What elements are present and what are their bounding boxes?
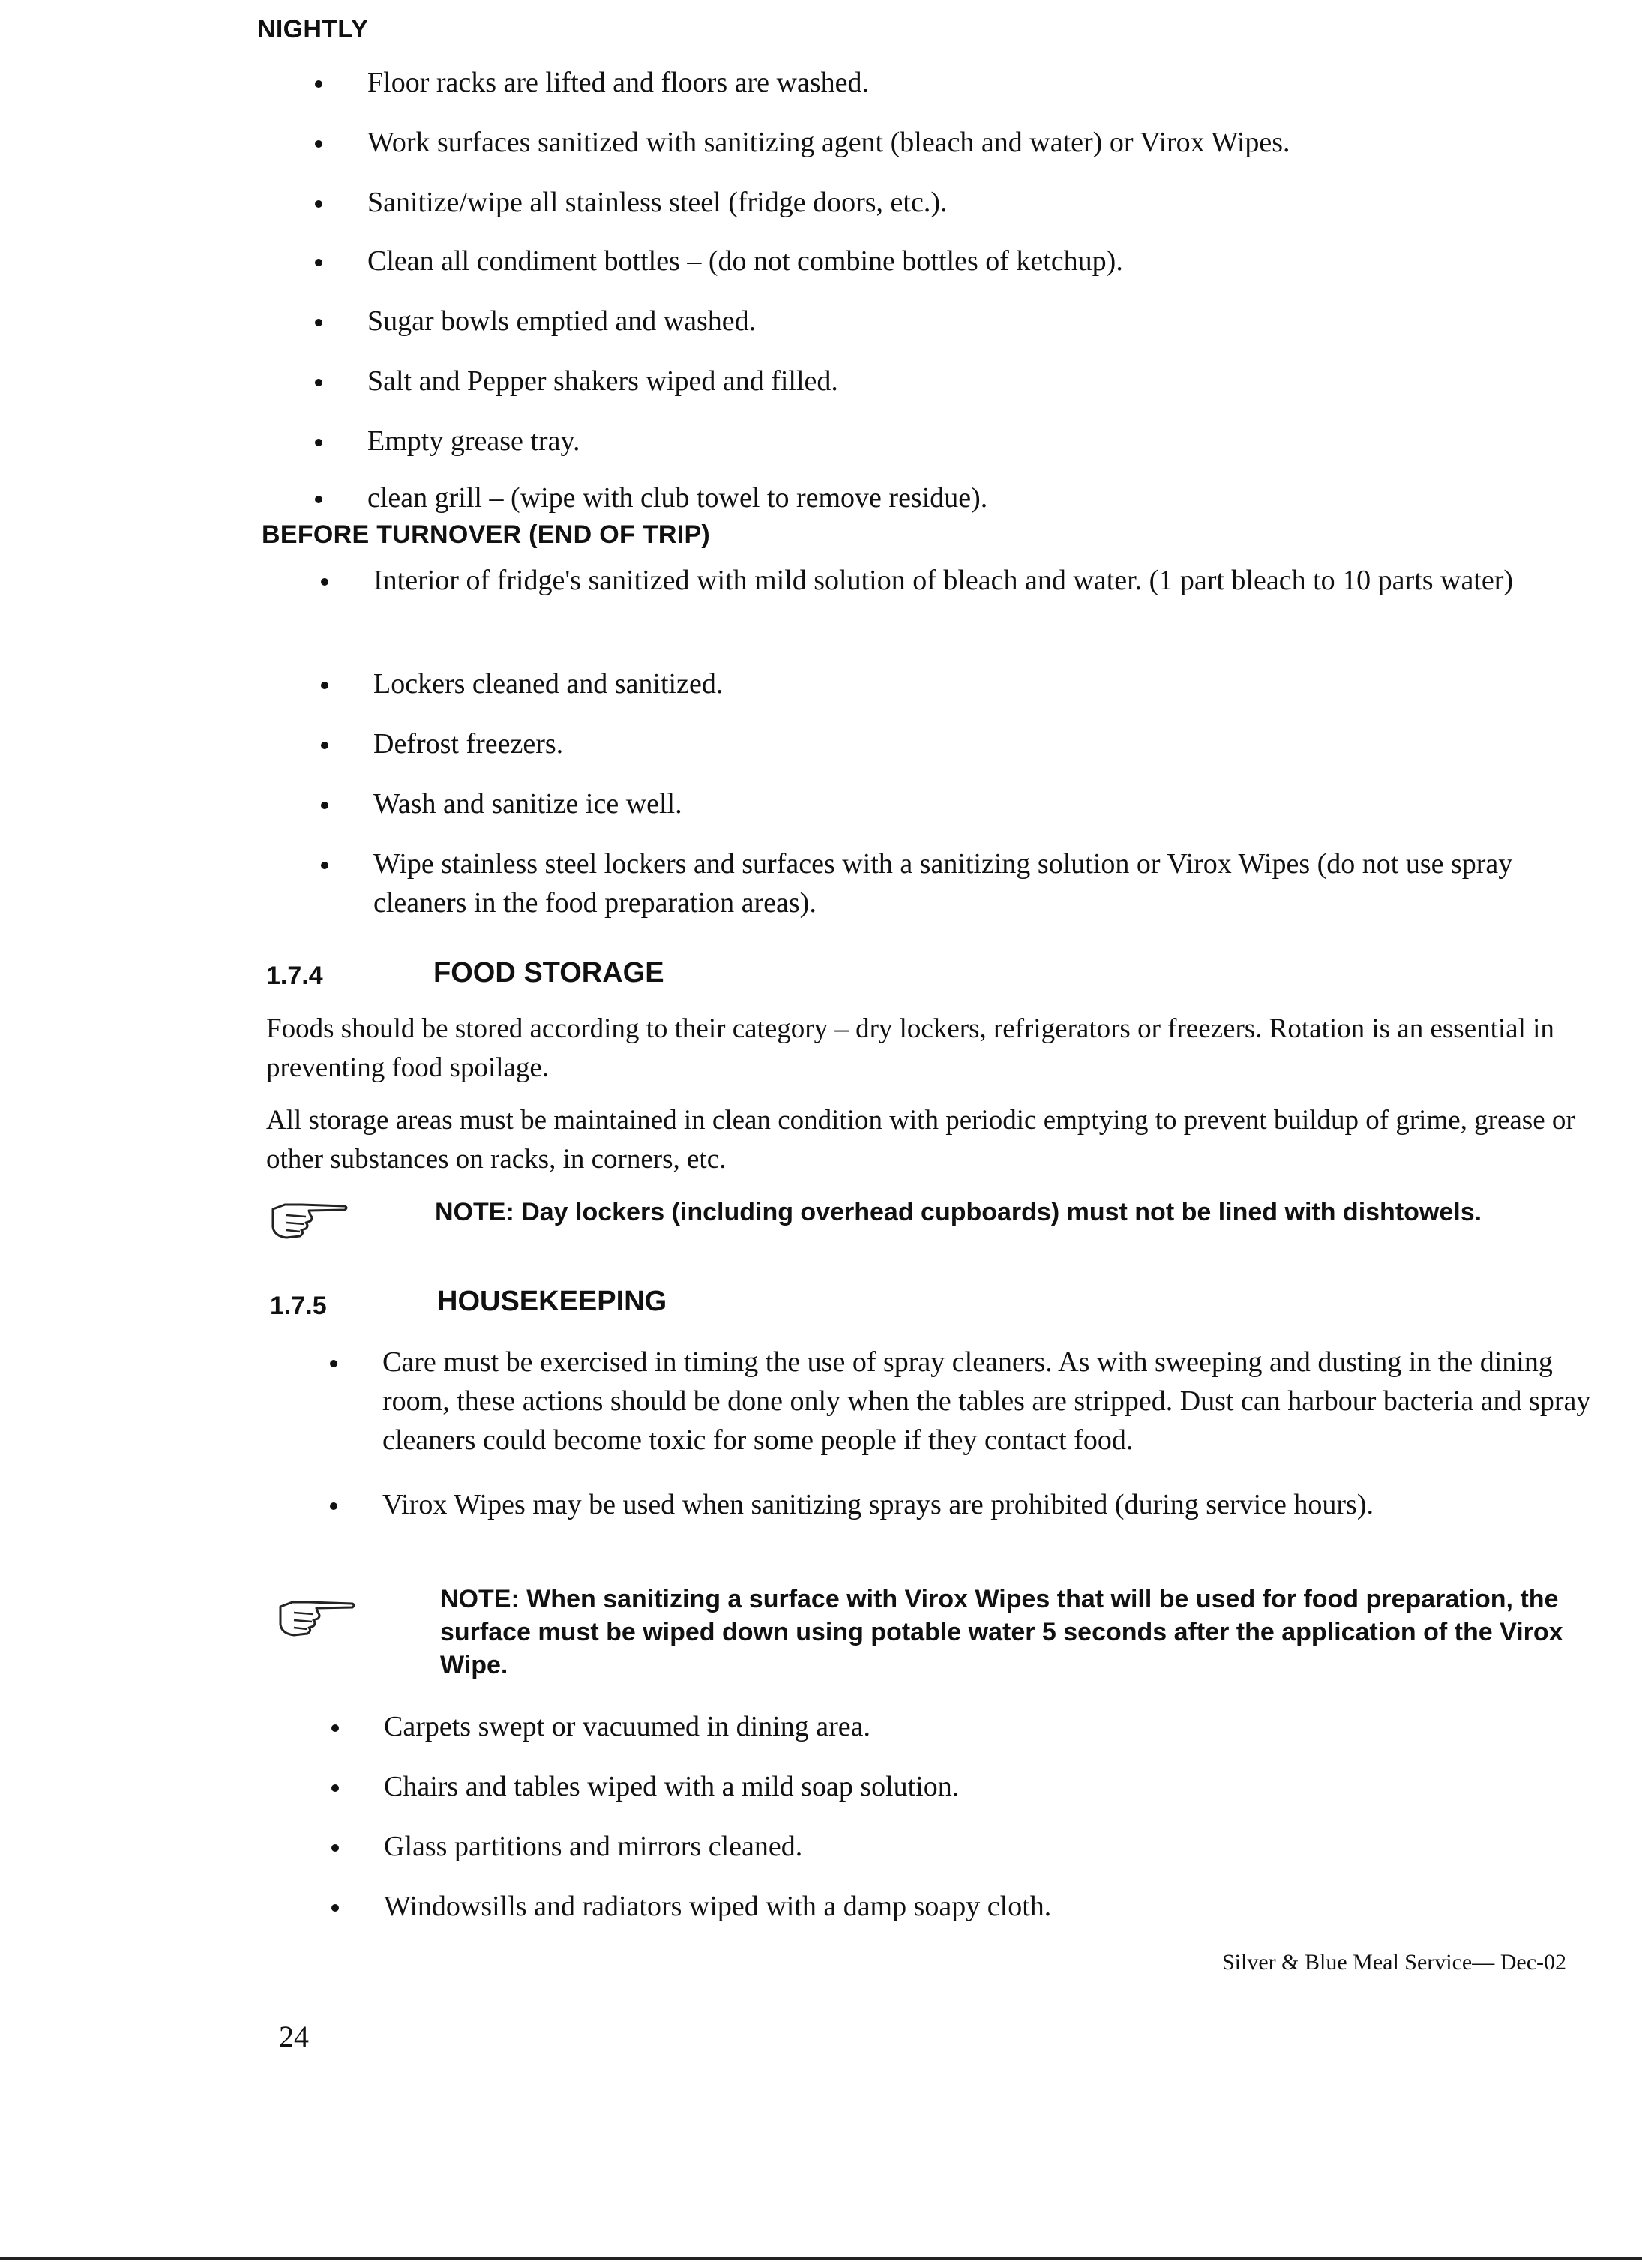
section-title-food-storage: FOOD STORAGE bbox=[433, 957, 664, 988]
food-storage-note: NOTE: Day lockers (including overhead cupboards) must not be lined with dishtowels. bbox=[435, 1198, 1482, 1226]
list-item: Carpets swept or vacuumed in dining area. bbox=[331, 1707, 1621, 1767]
housekeeping-list-b bbox=[331, 1707, 1621, 1932]
list-item: Wash and sanitize ice well. bbox=[321, 784, 1611, 844]
bullet-icon bbox=[331, 1844, 339, 1852]
list-item: Lockers cleaned and sanitized. bbox=[321, 664, 1611, 724]
pointing-hand-icon bbox=[277, 1596, 360, 1641]
list-item: Clean all condiment bottles – (do not combine bottles of ketchup). bbox=[315, 242, 1590, 302]
bullet-icon bbox=[321, 682, 328, 689]
bullet-icon bbox=[315, 439, 322, 446]
bullet-icon bbox=[331, 1784, 339, 1792]
list-item: Virox Wipes may be used when sanitizing sprays are prohibited (during service hours). bbox=[330, 1485, 1627, 1545]
nightly-list bbox=[315, 63, 1590, 524]
list-item: Glass partitions and mirrors cleaned. bbox=[331, 1827, 1621, 1887]
bullet-icon bbox=[315, 379, 322, 386]
bullet-icon bbox=[315, 496, 322, 503]
food-storage-paragraph-1: Foods should be stored according to their category – dry lockers, refrigerators or freezers. Rotation is an essential in preventing food spoilage. bbox=[266, 1013, 1554, 1083]
housekeeping-note: NOTE: When sanitizing a surface with Virox Wipes that will be used for food preparation, the surface must be wiped down using potable water 5 seconds after the application of the Virox Wipe. bbox=[440, 1585, 1563, 1679]
bullet-icon bbox=[315, 80, 322, 88]
list-item: Care must be exercised in timing the use of spray cleaners. As with sweeping and dusting in the dining room, these actions should be done only when the tables are stripped. Dust can harbour bacteria and spray cleaners could become toxic for some people if they contact food. bbox=[330, 1342, 1627, 1485]
list-item: Work surfaces sanitized with sanitizing agent (bleach and water) or Virox Wipes. bbox=[315, 123, 1590, 183]
nightly-heading: NIGHTLY bbox=[257, 15, 369, 44]
list-item: Sugar bowls emptied and washed. bbox=[315, 302, 1590, 362]
bullet-icon bbox=[315, 259, 322, 266]
list-item: Wipe stainless steel lockers and surfaces with a sanitizing solution or Virox Wipes (do not use spray cleaners in the food preparation areas). bbox=[321, 844, 1611, 927]
list-item: Sanitize/wipe all stainless steel (fridge doors, etc.). bbox=[315, 183, 1590, 242]
list-item: Windowsills and radiators wiped with a damp soapy cloth. bbox=[331, 1887, 1621, 1932]
list-item: Floor racks are lifted and floors are washed. bbox=[315, 63, 1590, 123]
bullet-icon bbox=[315, 140, 322, 148]
bottom-edge-rule bbox=[0, 2258, 1642, 2260]
bullet-icon bbox=[330, 1502, 337, 1510]
bullet-icon bbox=[321, 578, 328, 586]
bullet-icon bbox=[330, 1360, 337, 1367]
bullet-icon bbox=[321, 862, 328, 869]
bullet-icon bbox=[321, 802, 328, 809]
list-item: Chairs and tables wiped with a mild soap solution. bbox=[331, 1767, 1621, 1827]
bullet-icon bbox=[315, 200, 322, 208]
section-title-housekeeping: HOUSEKEEPING bbox=[437, 1286, 667, 1317]
list-item: clean grill – (wipe with club towel to remove residue). bbox=[315, 478, 1590, 524]
before-turnover-list bbox=[321, 561, 1611, 927]
section-number-housekeeping: 1.7.5 bbox=[270, 1292, 327, 1320]
list-item: Salt and Pepper shakers wiped and filled. bbox=[315, 362, 1590, 422]
footer-document-title: Silver & Blue Meal Service— Dec-02 bbox=[1222, 1950, 1567, 1975]
pointing-hand-icon bbox=[270, 1198, 352, 1244]
housekeeping-list-a bbox=[330, 1342, 1627, 1545]
bullet-icon bbox=[331, 1904, 339, 1912]
before-turnover-heading: BEFORE TURNOVER (END OF TRIP) bbox=[262, 520, 711, 549]
section-number-food-storage: 1.7.4 bbox=[266, 962, 323, 990]
bullet-icon bbox=[331, 1724, 339, 1732]
list-item: Defrost freezers. bbox=[321, 724, 1611, 784]
page-number: 24 bbox=[279, 2020, 309, 2054]
list-item: Empty grease tray. bbox=[315, 422, 1590, 478]
food-storage-paragraph-2: All storage areas must be maintained in clean condition with periodic emptying to prevent buildup of grime, grease or other substances on racks, in corners, etc. bbox=[266, 1105, 1575, 1174]
bullet-icon bbox=[321, 742, 328, 749]
bullet-icon bbox=[315, 319, 322, 326]
list-item: Interior of fridge's sanitized with mild solution of bleach and water. (1 part bleach to 10 parts water) bbox=[321, 561, 1611, 664]
